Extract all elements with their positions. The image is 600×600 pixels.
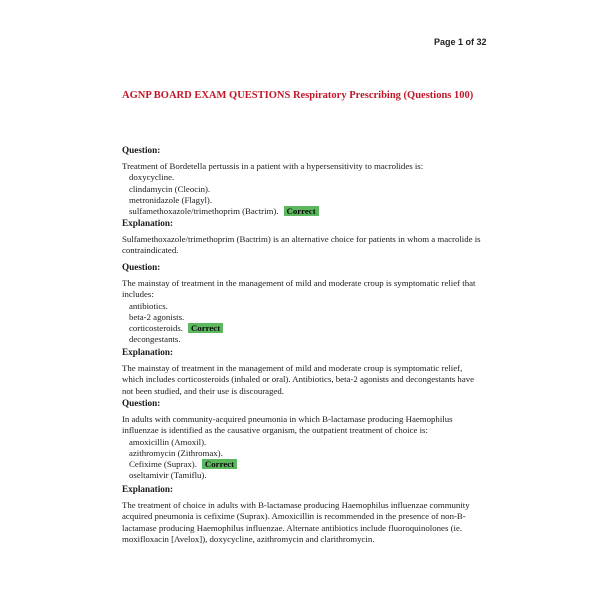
answer-option: azithromycin (Zithromax). — [129, 447, 223, 458]
answer-option-text: Cefixime (Suprax). — [129, 459, 197, 470]
question-stem: In adults with community-acquired pneumonia in which B-lactamase producing Haemophilus influenzae is identified as the causative organism, the outpatient treatment of choice is: — [122, 414, 453, 436]
explanation-block-2 — [122, 347, 482, 397]
answer-option-correct — [122, 323, 482, 334]
explanation-block-1 — [122, 218, 482, 257]
answer-option-correct — [122, 206, 482, 217]
answer-option-text: sulfamethoxazole/trimethoprim (Bactrim). — [129, 206, 279, 217]
correct-badge: Correct — [188, 323, 223, 333]
answer-option: beta-2 agonists. — [129, 311, 185, 322]
answer-option: doxycycline. — [129, 172, 175, 183]
question-label: Question: — [122, 398, 161, 408]
explanation-label: Explanation: — [122, 484, 174, 494]
explanation-text: The treatment of choice in adults with B-lactamase producing Haemophilus influenzae community acquired pneumonia is cefixime (Suprax). Amoxicillin is recommended in the presence of non-B-lactamase producing Haemophilus influenzae. Alternate antibiotics include fluoroquinolones (ie. moxifloxacin [Avelox]), doxycycline, azithromycin and clarithromycin. — [122, 500, 470, 544]
question-label: Question: — [122, 145, 161, 155]
question-label: Question: — [122, 262, 161, 272]
answer-option: metronidazole (Flagyl). — [129, 194, 213, 205]
question-stem: The mainstay of treatment in the management of mild and moderate croup is symptomatic relief that includes: — [122, 278, 476, 300]
answer-option: clindamycin (Cleocin). — [129, 183, 211, 194]
explanation-text: The mainstay of treatment in the management of mild and moderate croup is symptomatic relief, which includes corticosteroids (inhaled or oral). Antibiotics, beta-2 agonists and decongestants have not been studied, and their use is discouraged. — [122, 363, 475, 396]
explanation-label: Explanation: — [122, 347, 174, 357]
explanation-block-3 — [122, 484, 482, 545]
page-indicator: Page 1 of 32 — [434, 37, 487, 47]
document-title: AGNP BOARD EXAM QUESTIONS Respiratory Prescribing (Questions 100) — [122, 90, 474, 101]
question-block-3 — [122, 398, 482, 481]
explanation-text: Sulfamethoxazole/trimethoprim (Bactrim) is an alternative choice for patients in whom a macrolide is contraindicated. — [122, 234, 481, 256]
correct-badge: Correct — [202, 459, 237, 469]
answer-option: decongestants. — [129, 334, 181, 345]
answer-option: oseltamivir (Tamiflu). — [129, 470, 207, 481]
answer-option-text: corticosteroids. — [129, 323, 183, 334]
explanation-label: Explanation: — [122, 218, 174, 228]
question-block-2 — [122, 262, 482, 345]
answer-option-correct — [122, 459, 482, 470]
question-stem: Treatment of Bordetella pertussis in a patient with a hypersensitivity to macrolides is: — [122, 161, 424, 172]
correct-badge: Correct — [284, 206, 319, 216]
answer-option: antibiotics. — [129, 300, 168, 311]
question-block-1 — [122, 145, 482, 217]
answer-option: amoxicillin (Amoxil). — [129, 436, 207, 447]
